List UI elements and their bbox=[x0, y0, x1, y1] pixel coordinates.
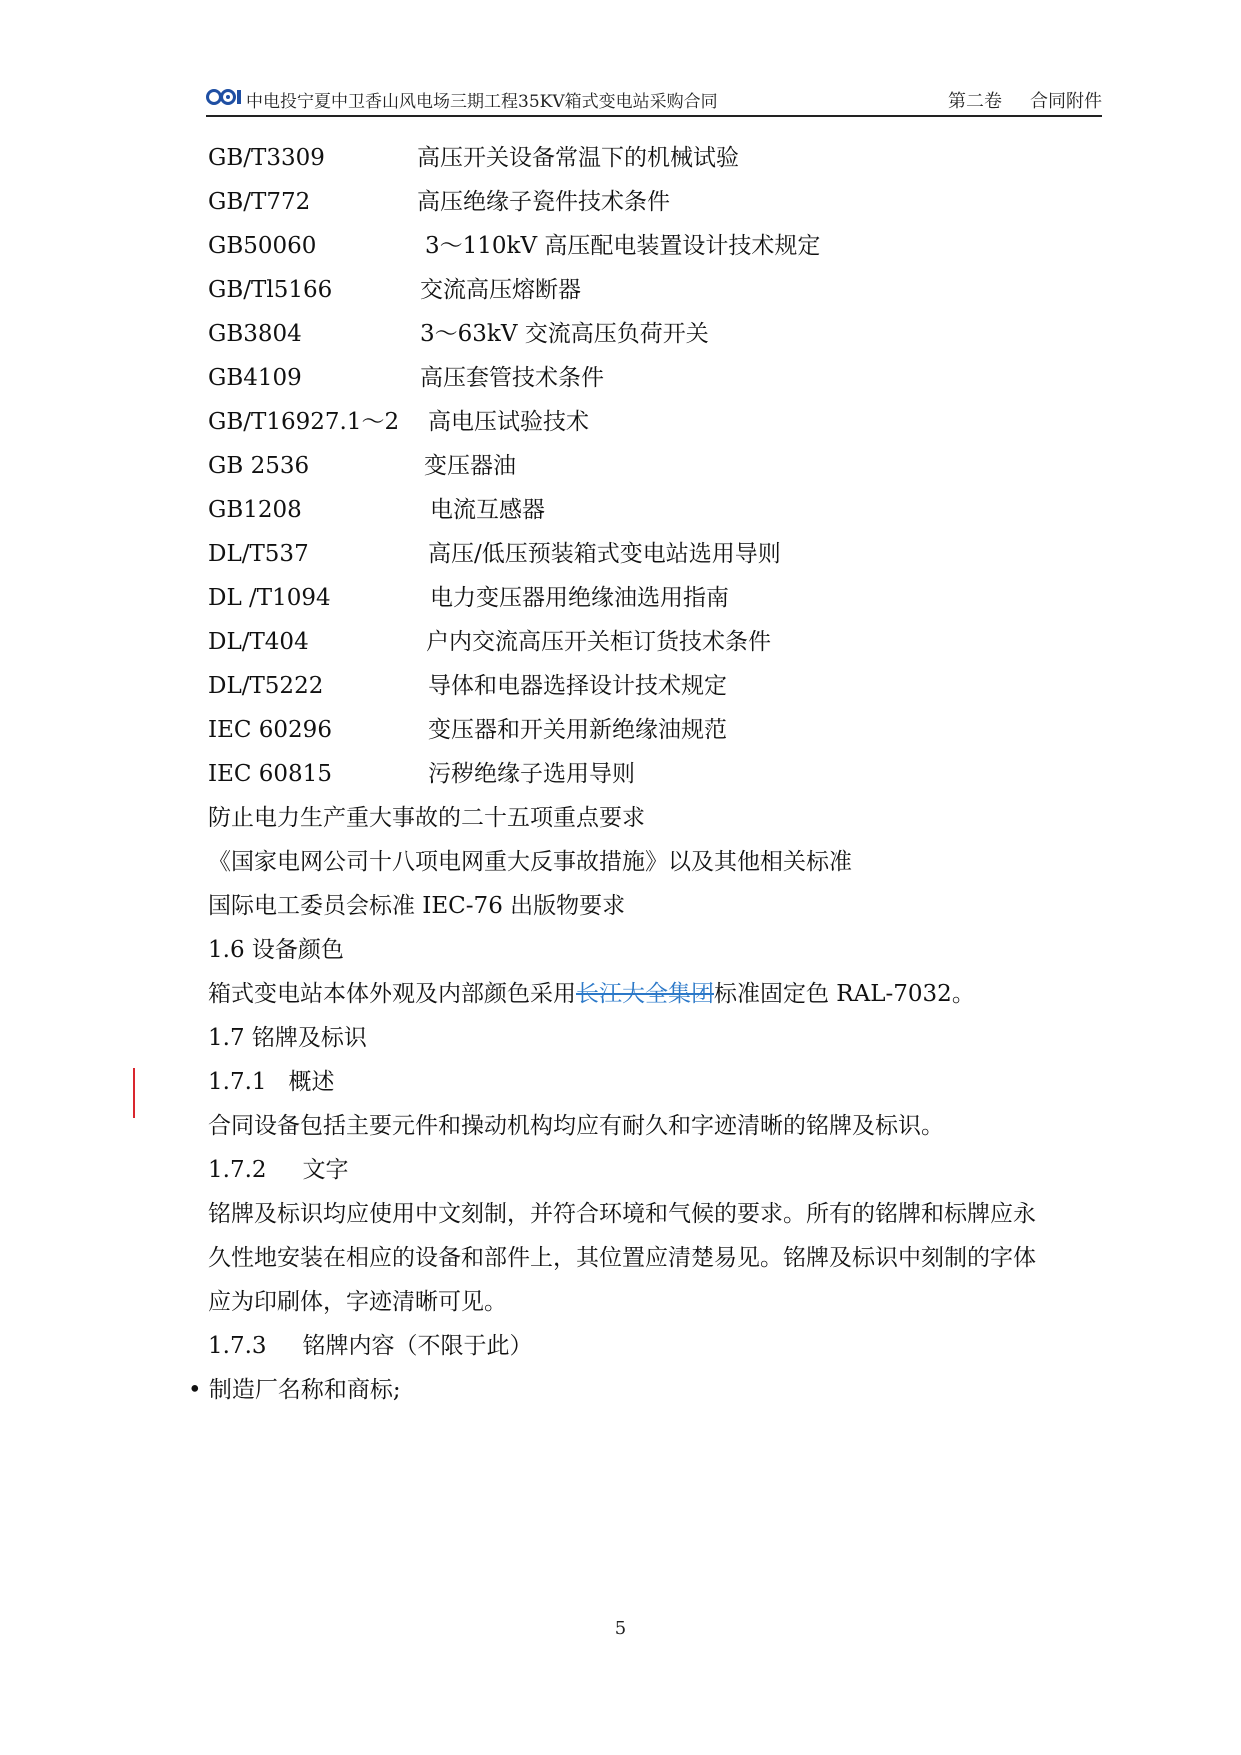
deleted-text: 长江大全集团 bbox=[576, 981, 714, 1007]
standard-code: IEC 60815 bbox=[208, 761, 332, 787]
standard-title: 变压器油 bbox=[424, 453, 516, 479]
standard-title: 污秽绝缘子选用导则 bbox=[428, 761, 635, 787]
color-text-after: 标准固定色 RAL-7032。 bbox=[714, 981, 975, 1007]
standard-title: 变压器和开关用新绝缘油规范 bbox=[428, 717, 727, 743]
paragraph-line: 应为印刷体，字迹清晰可见。 bbox=[208, 1289, 507, 1315]
standard-title: 高压开关设备常温下的机械试验 bbox=[417, 145, 739, 171]
standard-code: DL /T1094 bbox=[208, 585, 331, 611]
standard-code: GB/Tl5166 bbox=[208, 277, 333, 303]
standard-title: 交流高压熔断器 bbox=[420, 277, 581, 303]
paragraph-line: 铭牌及标识均应使用中文刻制，并符合环境和气候的要求。所有的铭牌和标牌应永 bbox=[208, 1201, 1036, 1227]
subsection-title: 概述 bbox=[288, 1069, 335, 1095]
subsection-title: 铭牌内容（不限于此） bbox=[302, 1333, 533, 1359]
standard-code: IEC 60296 bbox=[208, 717, 332, 743]
standard-code: GB 2536 bbox=[208, 453, 310, 479]
standard-code: GB3804 bbox=[208, 321, 302, 347]
section-heading: 1.6 设备颜色 bbox=[208, 937, 344, 963]
requirement-line: 防止电力生产重大事故的二十五项重点要求 bbox=[208, 805, 645, 831]
subsection-title: 文字 bbox=[302, 1157, 349, 1183]
subsection-heading bbox=[208, 1331, 533, 1361]
requirement-line: 《国家电网公司十八项电网重大反事故措施》以及其他相关标准 bbox=[208, 849, 852, 875]
section-heading: 1.7 铭牌及标识 bbox=[208, 1025, 367, 1051]
volume-label: 第二卷 bbox=[948, 91, 1002, 112]
color-paragraph bbox=[208, 979, 975, 1009]
subsection-number: 1.7.3 bbox=[208, 1333, 267, 1359]
standard-code: DL/T5222 bbox=[208, 673, 324, 699]
revision-change-bar bbox=[133, 1068, 135, 1118]
standard-title: 高压绝缘子瓷件技术条件 bbox=[417, 189, 670, 215]
standard-title: 高压套管技术条件 bbox=[420, 365, 604, 391]
standard-code: DL/T404 bbox=[208, 629, 309, 655]
paragraph-line: 久性地安装在相应的设备和部件上，其位置应清楚易见。铭牌及标识中刻制的字体 bbox=[208, 1245, 1036, 1271]
standard-code: DL/T537 bbox=[208, 541, 309, 567]
standard-title: 导体和电器选择设计技术规定 bbox=[428, 673, 727, 699]
subsection-number: 1.7.2 bbox=[208, 1157, 267, 1183]
document-title: 中电投宁夏中卫香山风电场三期工程35KV箱式变电站采购合同 bbox=[246, 92, 718, 112]
standard-title: 3～63kV 交流高压负荷开关 bbox=[420, 321, 709, 347]
subsection-heading bbox=[208, 1155, 349, 1185]
standard-code: GB/T772 bbox=[208, 189, 311, 215]
standard-title: 高电压试验技术 bbox=[428, 409, 589, 435]
standard-title: 电流互感器 bbox=[430, 497, 545, 523]
page-number: 5 bbox=[614, 1618, 627, 1639]
standard-code: GB50060 bbox=[208, 233, 317, 259]
standard-code: GB4109 bbox=[208, 365, 302, 391]
section-label: 合同附件 bbox=[1030, 91, 1102, 112]
subsection-heading bbox=[208, 1067, 335, 1097]
bullet-item: • 制造厂名称和商标; bbox=[188, 1377, 401, 1403]
standard-title: 户内交流高压开关柜订货技术条件 bbox=[426, 629, 771, 655]
paragraph: 合同设备包括主要元件和操动机构均应有耐久和字迹清晰的铭牌及标识。 bbox=[208, 1113, 944, 1139]
standard-title: 高压/低压预装箱式变电站选用导则 bbox=[428, 541, 781, 567]
color-text-before: 箱式变电站本体外观及内部颜色采用 bbox=[208, 981, 576, 1007]
standard-code: GB1208 bbox=[208, 497, 302, 523]
standard-code: GB/T3309 bbox=[208, 145, 325, 171]
standard-code: GB/T16927.1～2 bbox=[208, 409, 400, 435]
standard-title: 3～110kV 高压配电装置设计技术规定 bbox=[425, 233, 821, 259]
standard-title: 电力变压器用绝缘油选用指南 bbox=[430, 585, 729, 611]
requirement-line: 国际电工委员会标准 IEC-76 出版物要求 bbox=[208, 893, 626, 919]
subsection-number: 1.7.1 bbox=[208, 1069, 267, 1095]
